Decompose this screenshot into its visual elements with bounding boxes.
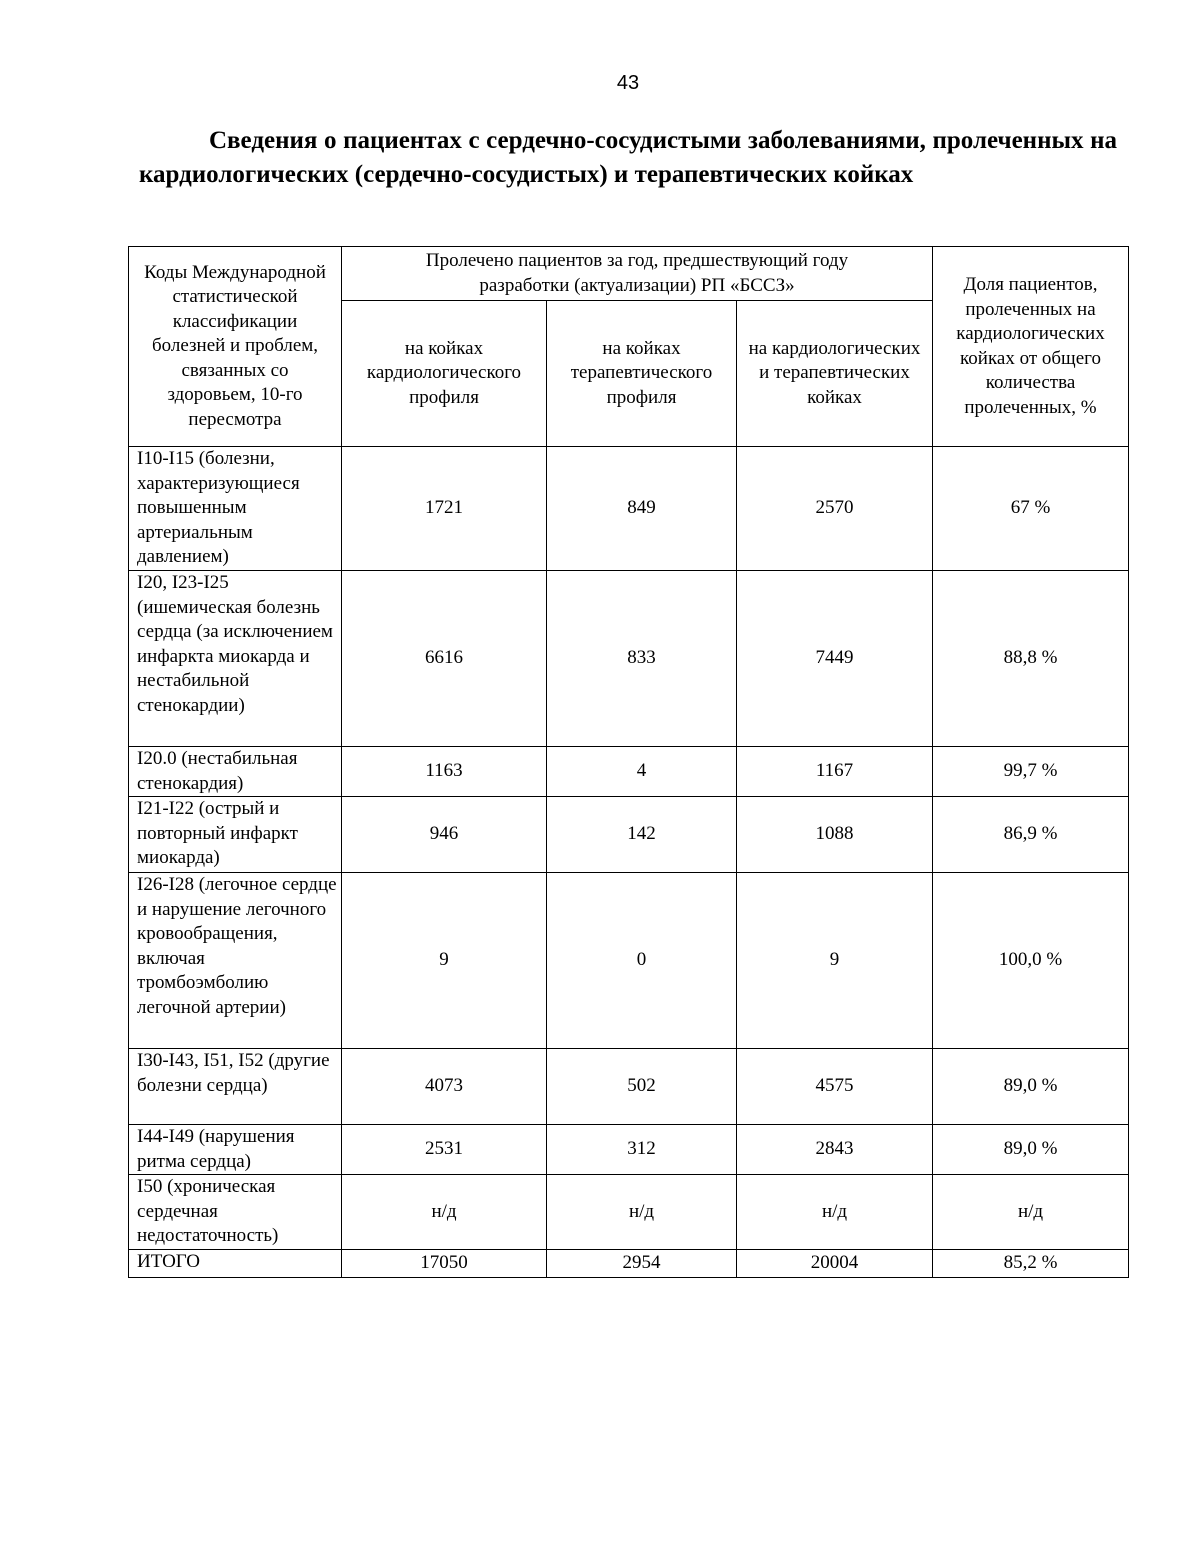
cell-cardio: 4073: [342, 1049, 547, 1125]
cell-therapy: 0: [547, 873, 737, 1049]
cell-share: 88,8 %: [933, 571, 1129, 747]
table-row: [129, 1175, 1129, 1250]
cell-total: 20004: [737, 1249, 933, 1277]
cell-cardio: 17050: [342, 1249, 547, 1277]
cell-share: н/д: [933, 1175, 1129, 1250]
header-cardio: на койках кардиологического профиля: [342, 301, 547, 447]
header-treated-group: Пролечено пациентов за год, предшествующий году разработки (актуализации) РП «БССЗ»: [342, 247, 933, 301]
cell-cardio: 9: [342, 873, 547, 1049]
cell-total: 7449: [737, 571, 933, 747]
table-row: [129, 447, 1129, 571]
header-codes: Коды Международной статистической классификации болезней и проблем, связанных со здоровьем, 10-го пересмотра: [129, 247, 342, 447]
cell-cardio: 2531: [342, 1125, 547, 1175]
row-label: I26-I28 (легочное сердце и нарушение легочного кровообращения, включая тромбоэмболию легочной артерии): [129, 873, 342, 1049]
cell-share: 99,7 %: [933, 747, 1129, 797]
cell-share: 100,0 %: [933, 873, 1129, 1049]
table-row: [129, 747, 1129, 797]
row-label: ИТОГО: [129, 1249, 342, 1277]
table-row: [129, 873, 1129, 1049]
patients-table: [128, 246, 1129, 1278]
cell-total: 1088: [737, 797, 933, 873]
cell-total: 2570: [737, 447, 933, 571]
cell-share: 67 %: [933, 447, 1129, 571]
table-row: [129, 797, 1129, 873]
document-title: Сведения о пациентах с сердечно-сосудистыми заболеваниями, пролеченных на кардиологических (сердечно-сосудистых) и терапевтических койках: [139, 127, 1117, 188]
cell-therapy: 849: [547, 447, 737, 571]
cell-therapy: н/д: [547, 1175, 737, 1250]
table-row: [129, 1049, 1129, 1125]
cell-therapy: 502: [547, 1049, 737, 1125]
cell-cardio: 1163: [342, 747, 547, 797]
row-label: I44-I49 (нарушения ритма сердца): [129, 1125, 342, 1175]
table-body: [129, 447, 1129, 1278]
table-row: [129, 1249, 1129, 1277]
table-header: [129, 247, 1129, 447]
cell-therapy: 4: [547, 747, 737, 797]
cell-share: 89,0 %: [933, 1049, 1129, 1125]
table-row: [129, 571, 1129, 747]
row-label: I10-I15 (болезни, характеризующиеся повышенным артериальным давлением): [129, 447, 342, 571]
cell-total: 4575: [737, 1049, 933, 1125]
cell-share: 89,0 %: [933, 1125, 1129, 1175]
row-label: I21-I22 (острый и повторный инфаркт миокарда): [129, 797, 342, 873]
table-row: [129, 1125, 1129, 1175]
cell-share: 86,9 %: [933, 797, 1129, 873]
cell-total: 9: [737, 873, 933, 1049]
cell-share: 85,2 %: [933, 1249, 1129, 1277]
page-number: 43: [616, 72, 640, 94]
cell-therapy: 2954: [547, 1249, 737, 1277]
cell-cardio: 946: [342, 797, 547, 873]
header-total: на кардиологических и терапевтических койках: [737, 301, 933, 447]
cell-total: н/д: [737, 1175, 933, 1250]
cell-therapy: 833: [547, 571, 737, 747]
cell-total: 2843: [737, 1125, 933, 1175]
cell-cardio: 1721: [342, 447, 547, 571]
cell-therapy: 142: [547, 797, 737, 873]
header-share: Доля пациентов, пролеченных на кардиологических койках от общего количества пролеченных, %: [933, 247, 1129, 447]
cell-cardio: н/д: [342, 1175, 547, 1250]
cell-cardio: 6616: [342, 571, 547, 747]
row-label: I20, I23-I25 (ишемическая болезнь сердца (за исключением инфаркта миокарда и нестабильной стенокардии): [129, 571, 342, 747]
header-therapy: на койках терапевтического профиля: [547, 301, 737, 447]
cell-total: 1167: [737, 747, 933, 797]
row-label: I30-I43, I51, I52 (другие болезни сердца): [129, 1049, 342, 1125]
row-label: I50 (хроническая сердечная недостаточность): [129, 1175, 342, 1250]
cell-therapy: 312: [547, 1125, 737, 1175]
row-label: I20.0 (нестабильная стенокардия): [129, 747, 342, 797]
